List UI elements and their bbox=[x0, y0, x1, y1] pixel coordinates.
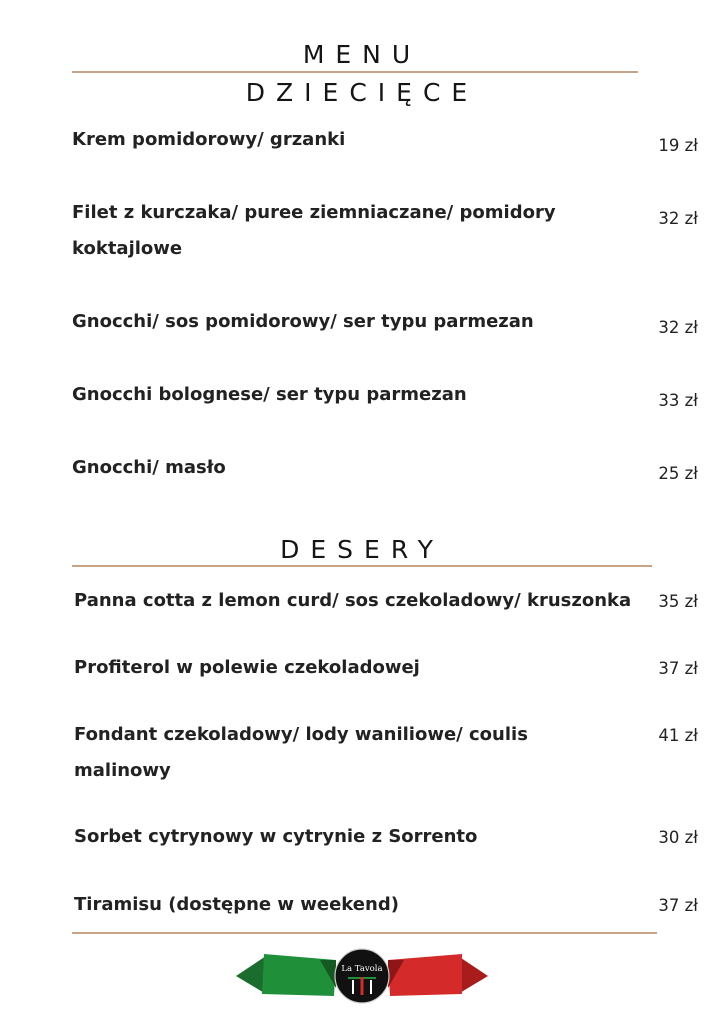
menu-item-price: 33 zł bbox=[658, 391, 698, 410]
menu-item-price: 32 zł bbox=[658, 318, 698, 337]
dessert-item-price: 37 zł bbox=[658, 659, 698, 678]
menu-item-price: 19 zł bbox=[658, 136, 698, 155]
menu-item-name: Filet z kurczaka/ puree ziemniaczane/ pomidory koktajlowe bbox=[72, 202, 556, 259]
desserts-divider bbox=[72, 565, 652, 567]
logo-t-mark bbox=[361, 977, 364, 995]
dessert-item-price: 41 zł bbox=[658, 726, 698, 745]
dessert-item-name: Fondant czekoladowy/ lody waniliowe/ coulis malinowy bbox=[74, 724, 528, 781]
menu-item-name: Gnocchi/ masło bbox=[72, 457, 226, 478]
menu-item-price: 32 zł bbox=[658, 209, 698, 228]
dessert-item-price: 35 zł bbox=[658, 592, 698, 611]
dessert-item-name: Sorbet cytrynowy w cytrynie z Sorrento bbox=[74, 826, 478, 847]
dessert-item-name: Tiramisu (dostępne w weekend) bbox=[74, 894, 399, 915]
la-tavola-logo bbox=[236, 946, 488, 1008]
menu-item-price: 25 zł bbox=[658, 464, 698, 483]
footer-divider bbox=[72, 932, 657, 934]
red-ribbon-tail bbox=[458, 956, 488, 994]
dessert-item-name: Panna cotta z lemon curd/ sos czekoladowy/ kruszonka bbox=[74, 590, 632, 611]
dessert-item-price: 30 zł bbox=[658, 828, 698, 847]
kids-section-title: DZIECIĘCE bbox=[245, 78, 479, 107]
dessert-item-name: Profiterol w polewie czekoladowej bbox=[74, 657, 420, 678]
menu-item-name: Gnocchi/ sos pomidorowy/ ser typu parmezan bbox=[72, 311, 534, 332]
green-ribbon-tail bbox=[236, 956, 266, 994]
menu-title: MENU bbox=[302, 40, 422, 69]
menu-item-name: Krem pomidorowy/ grzanki bbox=[72, 129, 346, 150]
desserts-section-title: DESERY bbox=[280, 535, 444, 564]
dessert-item-price: 37 zł bbox=[658, 896, 698, 915]
logo-text: La Tavola bbox=[341, 964, 383, 974]
header-divider bbox=[72, 71, 638, 73]
menu-item-name: Gnocchi bolognese/ ser typu parmezan bbox=[72, 384, 467, 405]
